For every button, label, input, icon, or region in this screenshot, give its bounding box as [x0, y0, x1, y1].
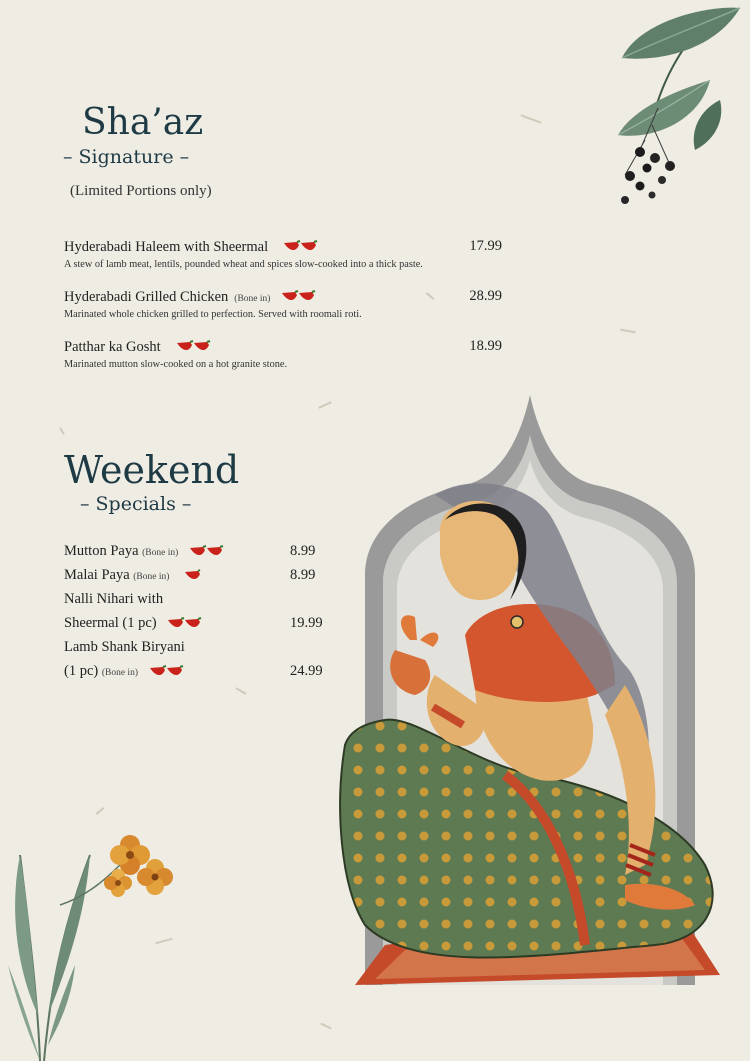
paper-speck	[235, 687, 246, 695]
woman-in-arch-illustration	[325, 385, 735, 995]
dish-name: (1 pc)	[64, 663, 99, 679]
menu-item	[64, 338, 502, 370]
paper-speck	[520, 114, 541, 123]
chili-icon	[282, 240, 318, 254]
signature-title: Sha’az	[82, 102, 204, 143]
dish-description: Marinated mutton slow-cooked on a hot granite stone.	[64, 359, 288, 370]
menu-item	[64, 567, 201, 584]
menu-item-line	[64, 591, 163, 608]
bone-in-tag: (Bone in)	[234, 294, 271, 304]
dish-description: Marinated whole chicken grilled to perfection. Served with roomali roti.	[64, 309, 362, 320]
chili-icon	[166, 617, 202, 631]
leaf-illustration	[600, 0, 750, 215]
dish-name: Hyderabadi Haleem with Sheermal	[64, 239, 269, 255]
chili-icon	[175, 340, 211, 354]
chili-icon	[280, 290, 316, 304]
chili-icon	[183, 569, 201, 583]
menu-item	[64, 615, 202, 632]
dish-price: 18.99	[469, 338, 502, 354]
bone-in-tag: (Bone in)	[133, 572, 170, 582]
dish-price: 28.99	[469, 288, 502, 304]
paper-speck	[320, 1023, 332, 1030]
chili-icon	[188, 545, 224, 559]
menu-item-line	[64, 639, 185, 656]
dish-price: 17.99	[469, 238, 502, 254]
dish-name: Mutton Paya	[64, 543, 139, 559]
flower-illustration	[0, 815, 185, 1061]
dish-price: 8.99	[290, 567, 316, 583]
dish-name: Patthar ka Gosht	[64, 339, 161, 355]
menu-item	[64, 238, 502, 270]
paper-speck	[620, 329, 636, 334]
dish-name: Nalli Nihari with	[64, 591, 164, 607]
dish-price: 24.99	[290, 663, 323, 679]
dish-name: Hyderabadi Grilled Chicken	[64, 289, 229, 305]
dish-description: A stew of lamb meat, lentils, pounded wheat and spices slow-cooked into a thick paste.	[64, 259, 423, 270]
limited-portions-note: (Limited Portions only)	[70, 183, 212, 199]
paper-speck	[96, 807, 105, 815]
menu-item	[64, 288, 502, 320]
dish-name: Sheermal (1 pc)	[64, 615, 157, 631]
paper-speck	[59, 427, 65, 435]
signature-subtitle: – Signature –	[63, 146, 190, 168]
chili-icon	[148, 665, 184, 679]
bone-in-tag: (Bone in)	[142, 548, 179, 558]
menu-item	[64, 663, 184, 680]
menu-item	[64, 543, 224, 560]
dish-price: 8.99	[290, 543, 316, 559]
bone-in-tag: (Bone in)	[101, 668, 138, 678]
dish-name: Lamb Shank Biryani	[64, 639, 185, 655]
dish-name: Malai Paya	[64, 567, 130, 583]
weekend-title: Weekend	[64, 448, 240, 492]
weekend-subtitle: – Specials –	[80, 493, 192, 515]
dish-price: 19.99	[290, 615, 323, 631]
